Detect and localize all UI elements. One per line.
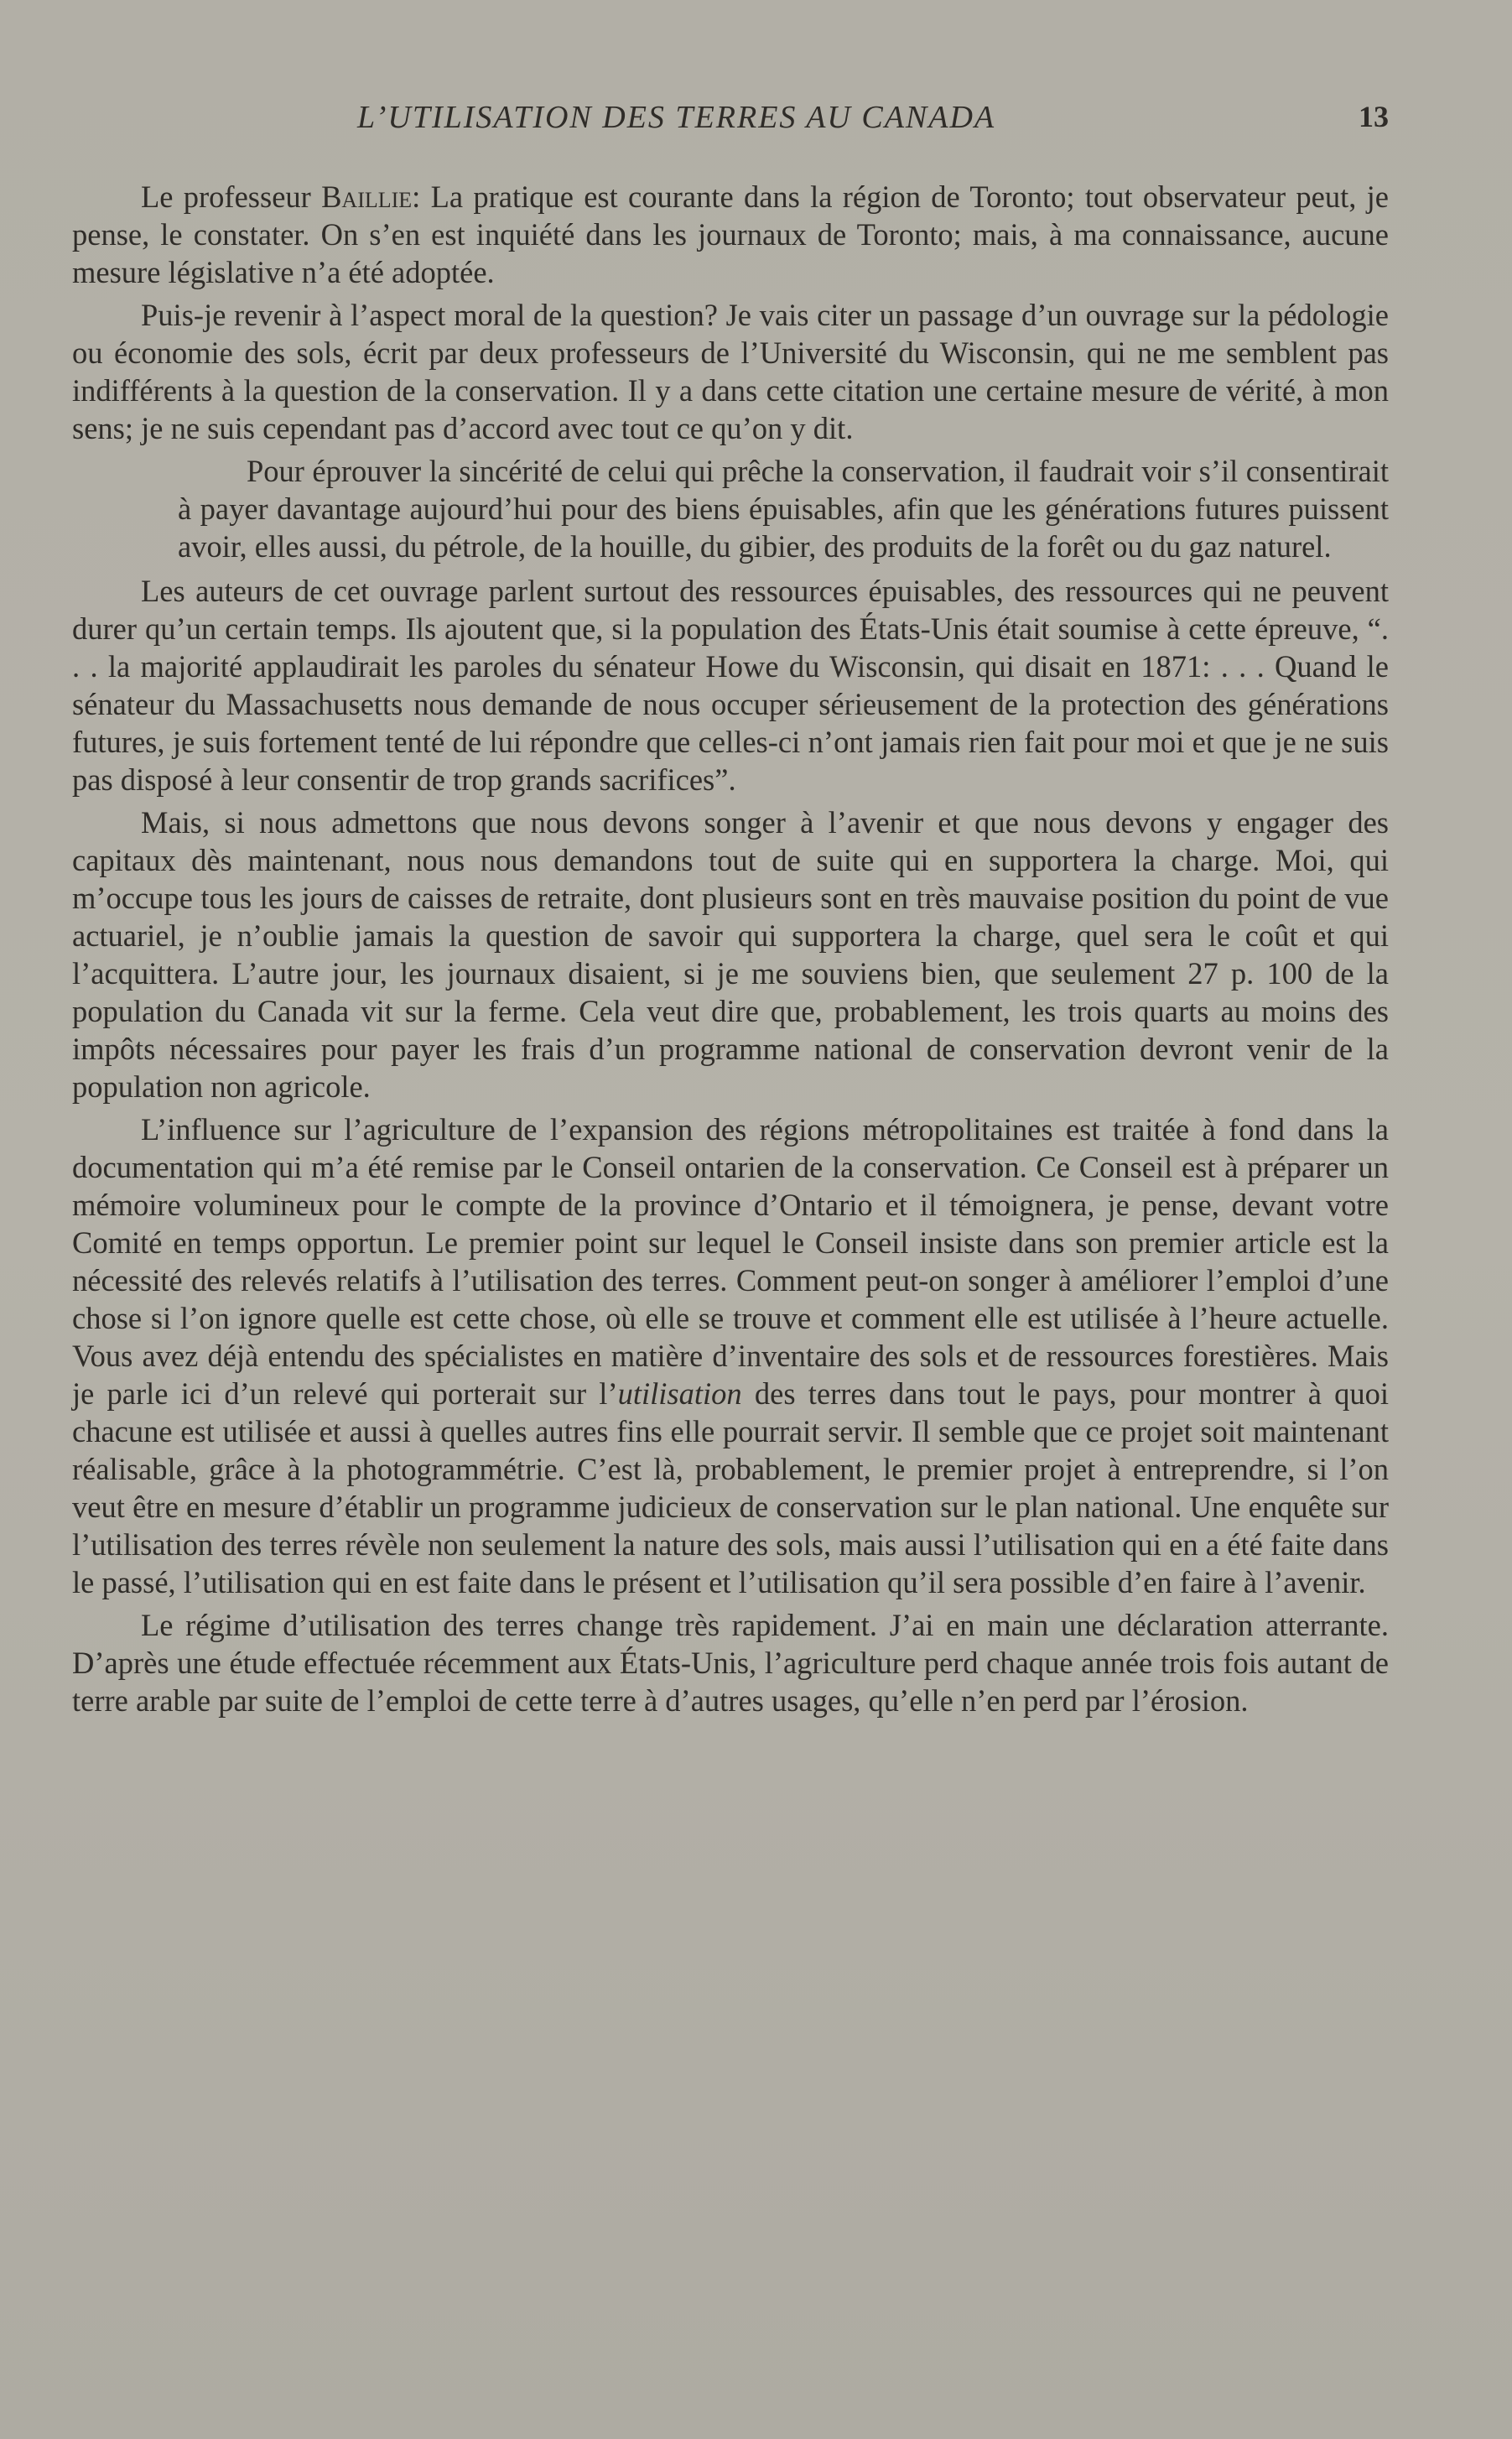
page-number: 13: [1359, 100, 1389, 133]
paragraph: Puis-je revenir à l’aspect moral de la question? Je vais citer un passage d’un ouvrage sur la pédologie ou économie des sols, écrit par deux professeurs de l’Université du Wisconsin, qui ne me semblent pas indifférents à la question de la conservation. Il y a dans cette citation une certaine mesure de vérité, à mon sens; je ne suis cependant pas d’accord avec tout ce qu’on y dit.: [72, 298, 1389, 445]
paragraph: Le régime d’utilisation des terres change très rapidement. J’ai en main une déclaration atterrante. D’après une étude effectuée récemment aux États-Unis, l’agriculture perd chaque année trois fois autant de terre arable par suite de l’emploi de cette terre à d’autres usages, qu’elle n’en perd par l’érosion.: [72, 1608, 1389, 1718]
paragraph-text: L’influence sur l’agriculture de l’expansion des régions métropolitaines est traitée à fond dans la documentation qui m’a été remise par le Conseil ontarien de la conservation. Ce Conseil est à préparer un mémoire volumineux pour le compte de la province d’Ontario et il témoignera, je pense, devant votre Comité en temps opportun. Le premier point sur lequel le Conseil insiste dans son premier article est la nécessité des relevés relatifs à l’utilisation des terres. Comment peut-on songer à améliorer l’emploi d’une chose si l’on ignore quelle est cette chose, où elle se trouve et comment elle est utilisée à l’heure actuelle. Vous avez déjà entendu des spécialistes en matière d’inventaire des sols et de ressources forestières. Mais je parle ici d’un relevé qui porterait sur l’: [72, 1112, 1389, 1411]
emphasis-text: utilisation: [617, 1376, 742, 1411]
paragraph: Mais, si nous admettons que nous devons songer à l’avenir et que nous devons y engager des capitaux dès maintenant, nous nous demandons tout de suite qui en supportera la charge. Moi, qui m’occupe tous les jours de caisses de retraite, dont plusieurs sont en très mauvaise position du point de vue actuariel, je n’oublie jamais la question de savoir qui supportera la charge, quel sera le coût et qui l’acquittera. L’autre jour, les journaux disaient, si je me souviens bien, que seulement 27 p. 100 de la population du Canada vit sur la ferme. Cela veut dire que, probablement, les trois quarts au moins des impôts nécessaires pour payer les frais d’un programme national de conservation devront venir de la population non agricole.: [72, 805, 1389, 1104]
paragraph: [72, 178, 1389, 291]
paragraph-text: : La pratique est courante dans la région de Toronto; tout observateur peut, je pense, le constater. On s’en est inquiété dans les journaux de Toronto; mais, à ma connaissance, aucune mesure législative n’a été adoptée.: [72, 179, 1389, 289]
paragraph-text: des terres dans tout le pays, pour montrer à quoi chacune est utilisée et aussi à quelles autres fins elle pourrait servir. Il semble que ce projet soit maintenant réalisable, grâce à la photogrammétrie. C’est là, probablement, le premier projet à entreprendre, si l’on veut être en mesure d’établir un programme judicieux de conservation sur le plan national. Une enquête sur l’utilisation des terres révèle non seulement la nature des sols, mais aussi l’utilisation qui en a été faite dans le passé, l’utilisation qui en est faite dans le présent et l’utilisation qu’il sera possible d’en faire à l’avenir.: [72, 1376, 1389, 1599]
block-quote: Pour éprouver la sincérité de celui qui prêche la conservation, il faudrait voir s’il consentirait à payer davantage aujourd’hui pour des biens épuisables, afin que les générations futures puissent avoir, elles aussi, du pétrole, de la houille, du gibier, des produits de la forêt ou du gaz naturel.: [178, 454, 1389, 564]
page-header: [72, 99, 1389, 149]
running-title: L’UTILISATION DES TERRES AU CANADA: [357, 100, 996, 135]
speaker-name: Baillie: [321, 179, 413, 214]
speaker-prefix: Le professeur: [141, 179, 322, 214]
body-text: [72, 178, 1389, 1724]
paragraph: Les auteurs de cet ouvrage parlent surtout des ressources épuisables, des ressources qui ne peuvent durer qu’un certain temps. Ils ajoutent que, si la population des États-Unis était soumise à cette épreuve, “. . . la majorité applaudirait les paroles du sénateur Howe du Wisconsin, qui disait en 1871: . . . Quand le sénateur du Massachusetts nous demande de nous occuper sérieusement de la protection des générations futures, je suis fortement tenté de lui répondre que celles-ci n’ont jamais rien fait pour moi et que je ne suis pas disposé à leur consentir de trop grands sacrifices”.: [72, 574, 1389, 797]
paragraph: [72, 1110, 1389, 1601]
